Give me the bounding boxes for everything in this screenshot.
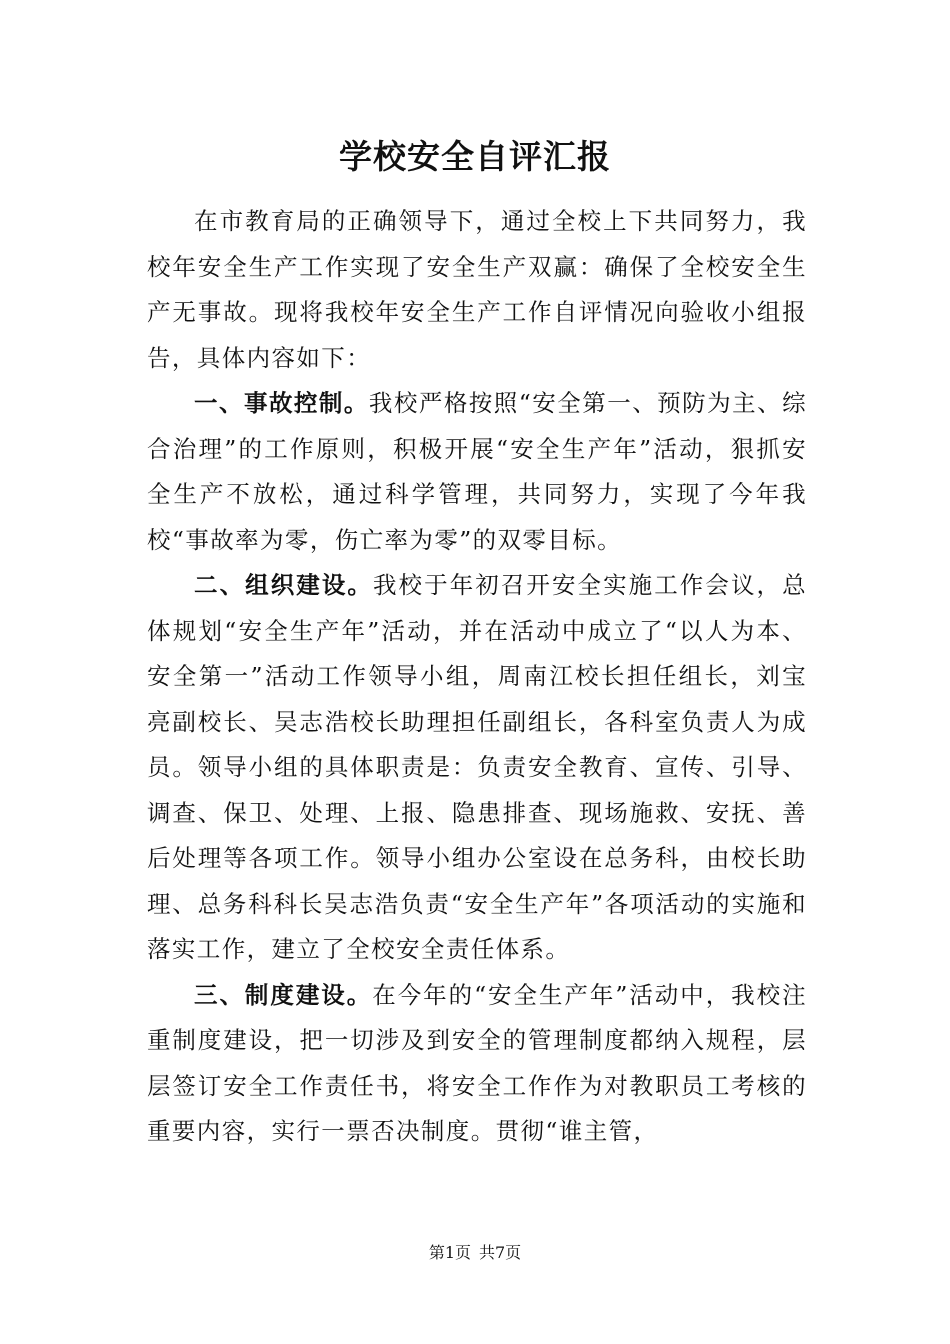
paragraph-lead: 一、事故控制。	[194, 389, 369, 417]
page-number: 第1页	[428, 1243, 471, 1262]
paragraph-intro	[147, 199, 807, 381]
paragraph-text: 我校严格按照“安全第一、预防为主、综合治理”的工作原则，积极开展“安全生产年”活动，狠抓安全生产不放松，通过科学管理，共同努力，实现了今年我校“事故率为零，伤亡率为零”的双零目标。	[147, 389, 807, 554]
document-title: 学校安全自评汇报	[339, 137, 611, 176]
paragraph-organization	[147, 563, 807, 973]
paragraph-text: 在今年的“安全生产年”活动中，我校注重制度建设，把一切涉及到安全的管理制度都纳入规程，层层签订安全工作责任书，将安全工作作为对教职员工考核的重要内容，实行一票否决制度。贯彻“谁主管，	[147, 980, 807, 1145]
document-body	[147, 199, 807, 1155]
paragraph-accident-control	[147, 381, 807, 563]
page-total: 共7页	[479, 1243, 522, 1262]
paragraph-lead: 三、制度建设。	[194, 980, 373, 1009]
page-footer	[0, 1241, 950, 1265]
paragraph-text: 在市教育局的正确领导下，通过全校上下共同努力，我校年安全生产工作实现了安全生产双赢：确保了全校安全生产无事故。现将我校年安全生产工作自评情况向验收小组报告，具体内容如下：	[147, 207, 807, 372]
paragraph-lead: 二、组织建设。	[194, 571, 373, 599]
paragraph-system-building	[147, 973, 807, 1155]
paragraph-text: 我校于年初召开安全实施工作会议，总体规划“安全生产年”活动，并在活动中成立了“以人为本、安全第一”活动工作领导小组，周南江校长担任组长，刘宝亮副校长、吴志浩校长助理担任副组长，各科室负责人为成员。领导小组的具体职责是：负责安全教育、宣传、引导、调查、保卫、处理、上报、隐患排查、现场施救、安抚、善后处理等各项工作。领导小组办公室设在总务科，由校长助理、总务科科长吴志浩负责“安全生产年”各项活动的实施和落实工作，建立了全校安全责任体系。	[147, 571, 807, 963]
